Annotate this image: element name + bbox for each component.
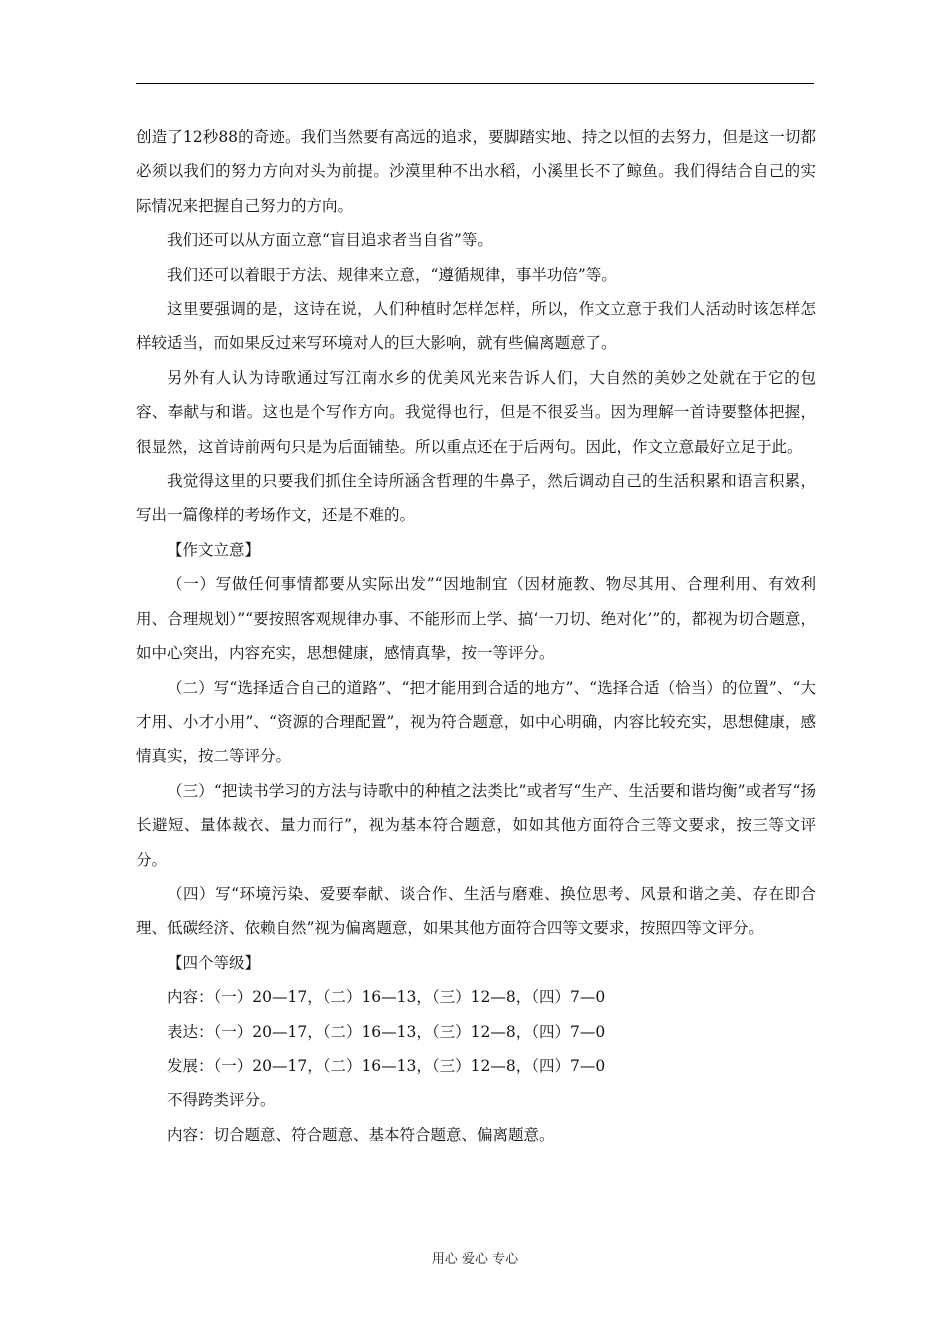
- score-line-content: 内容：（一）20—17，（二）16—13，（三）12—8，（四）7—0: [167, 988, 606, 1007]
- note-no-cross-category: 不得跨类评分。: [167, 1091, 276, 1110]
- content-categories: 内容：切合题意、符合题意、基本符合题意、偏离题意。: [167, 1125, 555, 1144]
- paragraph-emphasis: 这里要强调的是，这诗在说，人们种植时怎样怎样，所以，作文立意于我们人活动时该怎样怎样较适当，而如果反过来写环境对人的巨大影响，就有些偏离题意了。: [136, 300, 816, 353]
- section-heading-essay-intent: 【作文立意】: [167, 540, 261, 559]
- paragraph-continuation: 创造了12秒88的奇迹。我们当然要有高远的追求，要脚踏实地、持之以恒的去努力，但是这一切都必须以我们的努力方向对头为前提。沙漠里种不出水稻，小溪里长不了鲸鱼。我们得结合自己的实际情况来把握自己努力的方向。: [136, 128, 816, 215]
- grade-item-4: （四）写“环境污染、爱要奉献、谈合作、生活与磨难、换位思考、风景和谐之美、存在即合理、低碳经济、依赖自然”视为偏离题意，如果其他方面符合四等文要求，按照四等文评分。: [136, 884, 816, 938]
- paragraph-reflection: 我们还可以从方面立意“盲目追求者当自省”等。: [167, 231, 493, 250]
- score-line-expression: 表达：（一）20—17，（二）16—13，（三）12—8，（四）7—0: [167, 1022, 606, 1041]
- score-line-development: 发展：（一）20—17，（二）16—13，（三）12—8，（四）7—0: [167, 1056, 606, 1075]
- grade-item-2: （二）写“选择适合自己的道路”、“把才能用到合适的地方”、“选择合适（恰当）的位置”、“大才用、小才小用”、“资源的合理配置”，视为符合题意，如中心明确，内容比较充实，思想健康，感情真实，按二等评分。: [136, 678, 816, 766]
- grade-item-3: （三）“把读书学习的方法与诗歌中的种植之法类比”或者写“生产、生活要和谐均衡”或者写“扬长避短、量体裁衣、量力而行”，视为基本符合题意，如如其他方面符合三等文要求，按三等文评分。: [136, 781, 816, 869]
- paragraph-conclusion: 我觉得这里的只要我们抓住全诗所涵含哲理的牛鼻子，然后调动自己的生活积累和语言积累，写出一篇像样的考场作文，还是不难的。: [136, 472, 816, 525]
- page-footer: 用心 爱心 专心: [431, 1252, 519, 1267]
- paragraph-other-view: 另外有人认为诗歌通过写江南水乡的优美风光来告诉人们，大自然的美妙之处就在于它的包容、奉献与和谐。这也是个写作方向。我觉得也行，但是不很妥当。因为理解一首诗要整体把握，很显然，这首诗前两句只是为后面铺垫。所以重点还在于后两句。因此，作文立意最好立足于此。: [136, 368, 816, 456]
- document-body: [136, 120, 816, 1152]
- grade-item-1: （一）写做任何事情都要从实际出发”“因地制宜（因材施教、物尽其用、合理利用、有效利用、合理规划）”“要按照客观规律办事、不能形而上学、搞‘一刀切、绝对化’”的，都视为切合题意，如中心突出，内容充实，思想健康，感情真挚，按一等评分。: [136, 575, 816, 663]
- section-heading-four-levels: 【四个等级】: [167, 953, 261, 972]
- header-rule: [136, 83, 814, 84]
- paragraph-method: 我们还可以着眼于方法、规律来立意，“遵循规律，事半功倍”等。: [167, 265, 617, 284]
